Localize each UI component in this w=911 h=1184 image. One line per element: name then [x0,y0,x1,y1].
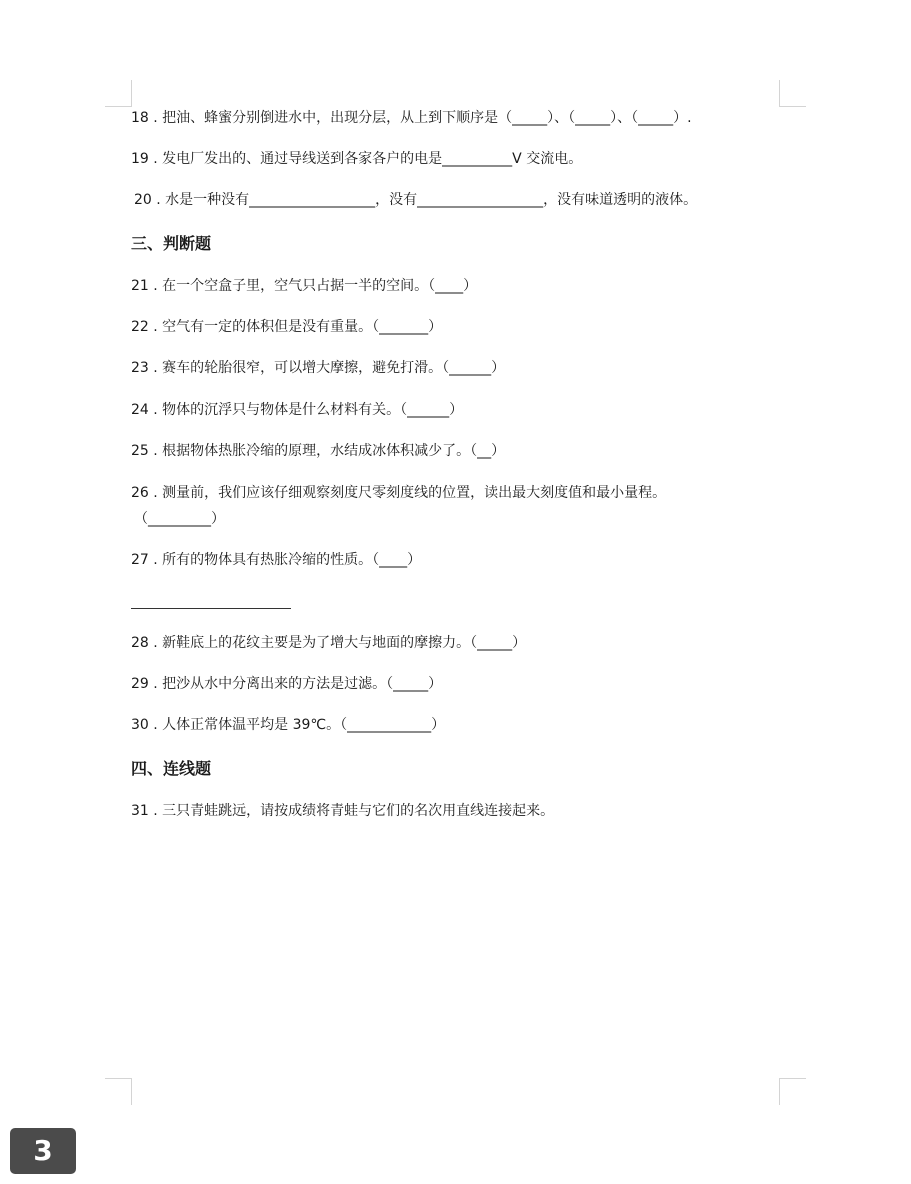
question-20: 20 . 水是一种没有__________________，没有__________________，没有味道透明的液体。 [134,192,698,208]
divider-line [131,608,291,609]
page-corner-bottom-left [105,1078,132,1105]
question-29: 29 . 把沙从水中分离出来的方法是过滤。（_____） [131,676,443,692]
question-25: 25 . 根据物体热胀冷缩的原理，水结成冰体积减少了。（__） [131,443,506,459]
page-number-badge: 3 [10,1128,76,1174]
question-31: 31 . 三只青蛙跳远，请按成绩将青蛙与它们的名次用直线连接起来。 [131,803,555,819]
question-23: 23 . 赛车的轮胎很窄，可以增大摩擦，避免打滑。（______） [131,360,506,376]
page-corner-top-left [105,80,132,107]
question-26: 26 . 测量前，我们应该仔细观察刻度尺零刻度线的位置，读出最大刻度值和最小量程。 [131,485,667,501]
question-21: 21 . 在一个空盒子里，空气只占据一半的空间。（____） [131,278,478,294]
page-corner-bottom-right [779,1078,806,1105]
section-heading-judgment: 三、判断题 [131,234,212,253]
question-26-answer-blank: （_________） [134,511,225,527]
section-heading-matching: 四、连线题 [131,759,212,778]
question-19: 19 . 发电厂发出的、通过导线送到各家各户的电是__________V 交流电。 [131,151,583,167]
question-27: 27 . 所有的物体具有热胀冷缩的性质。（____） [131,552,422,568]
page-corner-top-right [779,80,806,107]
question-22: 22 . 空气有一定的体积但是没有重量。（_______） [131,319,443,335]
question-18: 18 . 把油、蜂蜜分别倒进水中，出现分层，从上到下顺序是（_____）、（_____）、（_____）. [131,110,692,126]
question-30: 30 . 人体正常体温平均是 39℃。（____________） [131,717,446,733]
question-28: 28 . 新鞋底上的花纹主要是为了增大与地面的摩擦力。（_____） [131,635,527,651]
question-24: 24 . 物体的沉浮只与物体是什么材料有关。（______） [131,402,464,418]
